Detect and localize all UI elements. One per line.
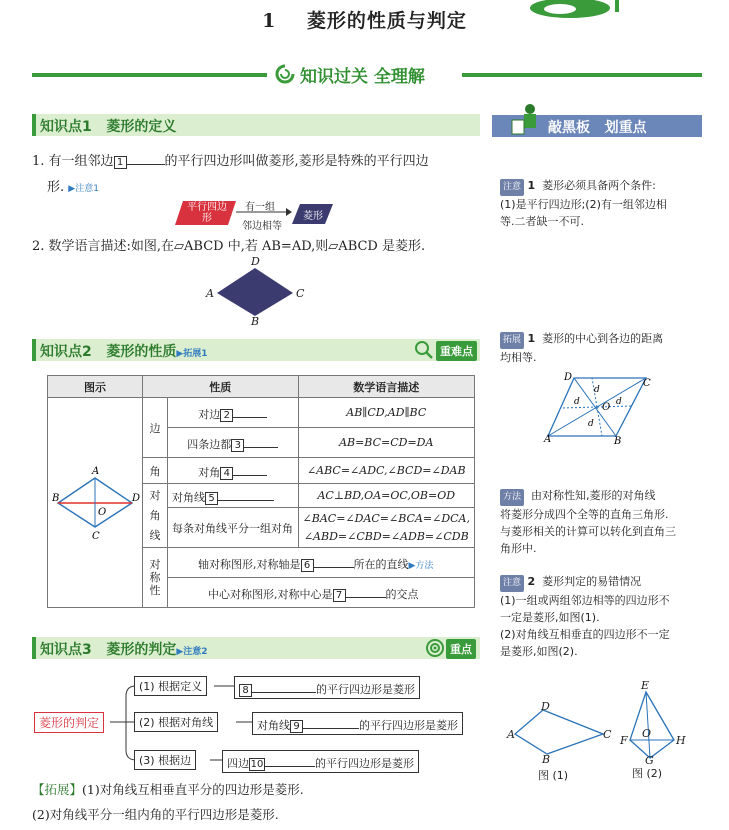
- answer-blank-9[interactable]: [303, 714, 359, 729]
- cat-angle: 角: [143, 458, 168, 484]
- svg-text:O: O: [602, 402, 611, 413]
- branch-definition: (1) 根据定义: [134, 676, 207, 696]
- svg-text:C: C: [643, 378, 651, 389]
- desc-opposite-angles: ∠ABC=∠ADC,∠BCD=∠DAB: [298, 458, 474, 484]
- answer-blank-8[interactable]: [252, 678, 316, 693]
- cat-diagonal: 对角线: [143, 484, 168, 548]
- prop-center-symmetry: 中心对称图形,对称中心是 7 的交点: [168, 578, 475, 608]
- svg-text:A: A: [92, 465, 100, 477]
- note-link-1[interactable]: ▶注意1: [68, 184, 99, 194]
- target-icon: [425, 638, 445, 658]
- flow-arrow-top: 有一组: [245, 202, 275, 213]
- sidebar-ext1: 拓展 1 菱形的中心到各边的距离 均相等.: [500, 332, 664, 364]
- header-decoration: [520, 0, 630, 22]
- branch-diagonal-text: 对角线 9 的平行四边形是菱形: [252, 712, 463, 735]
- branch-definition-text: 8 的平行四边形是菱形: [234, 676, 420, 699]
- banner-rule-left: [32, 73, 267, 77]
- figB-label-o: O: [642, 727, 652, 740]
- prop-diagonal-bisect: 每条对角线平分一组对角: [168, 508, 299, 548]
- desc-opposite-sides: AB∥CD,AD∥BC: [298, 398, 474, 428]
- figA-label-b: B: [542, 753, 551, 766]
- svg-text:B: B: [52, 492, 60, 504]
- refresh-icon: [274, 63, 296, 85]
- branch-side-text: 四边 10 的平行四边形是菱形: [222, 750, 419, 773]
- section2-title: 知识点2 菱形的性质▶拓展1: [40, 344, 208, 360]
- answer-blank-10[interactable]: [265, 752, 315, 767]
- sidebar-note1: 注意 1 菱形必须具备两个条件: (1)是平行四边形;(2)有一组邻边相 等.二者缺一不可.: [500, 179, 667, 228]
- section1-item1: 1. 有一组邻边 1 的平行四边形叫做菱形,菱形是特殊的平行四边: [32, 150, 477, 169]
- figA-label-a: A: [507, 728, 515, 741]
- sidebar-method: 方法 由对称性知,菱形的对角线 将菱形分成四个全等的直角三角形. 与菱形相关的计算可以转化到直角三 角形中.: [500, 489, 676, 555]
- svg-text:D: D: [564, 372, 573, 383]
- answer-blank-2[interactable]: [233, 403, 267, 418]
- cat-symmetry: 对称性: [143, 548, 168, 608]
- sidebar-figure-2: [620, 688, 690, 768]
- page-title: 1 菱形的性质与判定: [262, 10, 467, 32]
- flow-right-label: 菱形: [303, 211, 323, 222]
- note-link-ext1[interactable]: ▶拓展1: [176, 349, 208, 359]
- table-header-math: 数学语言描述: [298, 376, 474, 398]
- figB-caption: 图 (2): [632, 767, 663, 780]
- answer-blank-7[interactable]: [346, 583, 386, 598]
- badge-key: 重点: [446, 639, 476, 659]
- answer-blank-4[interactable]: [233, 461, 267, 476]
- sidebar-rhombus-distances: [540, 370, 660, 447]
- answer-blank-3[interactable]: [244, 433, 278, 448]
- svg-text:d: d: [574, 397, 580, 407]
- figB-label-f: F: [620, 734, 628, 747]
- svg-text:d: d: [588, 419, 594, 429]
- prop-diagonals: 对角线 5: [168, 484, 299, 508]
- sidebar-title: 敲黑板 划重点: [548, 120, 647, 136]
- prop-axis-symmetry: 轴对称图形,对称轴是 6 所在的直线▶方法: [168, 548, 475, 578]
- fig1-label-a: A: [206, 287, 214, 300]
- flow-arrow: [236, 208, 292, 216]
- svg-text:d: d: [616, 397, 622, 407]
- extension-2: (2)对角线平分一组内角的平行四边形是菱形.: [32, 807, 279, 822]
- answer-blank-1[interactable]: [127, 150, 165, 165]
- section1-item2: 2. 数学语言描述:如图,在▱ABCD 中,若 AB=AD,则▱ABCD 是菱形.: [32, 239, 426, 254]
- desc-four-sides: AB=BC=CD=DA: [298, 428, 474, 458]
- mindmap-root: 菱形的判定: [34, 712, 104, 733]
- answer-blank-5[interactable]: [218, 486, 274, 501]
- section1-title: 知识点1 菱形的定义: [40, 119, 177, 135]
- answer-blank-6[interactable]: [314, 553, 354, 568]
- properties-table: [47, 375, 475, 608]
- prop-opposite-angles: 对角 4: [168, 458, 299, 484]
- table-rhombus-figure: [52, 463, 141, 543]
- section3-title: 知识点3 菱形的判定▶注意2: [40, 642, 208, 658]
- figB-label-h: H: [676, 734, 686, 747]
- cat-side: 边: [143, 398, 168, 458]
- desc-diagonal-bisect: ∠BAC=∠DAC=∠BCA=∠DCA, ∠ABD=∠CBD=∠ADB=∠CDB: [298, 508, 474, 548]
- prop-opposite-sides: 对边 2: [168, 398, 299, 428]
- fig1-label-d: D: [251, 255, 260, 268]
- figA-caption: 图 (1): [538, 769, 569, 782]
- desc-diagonals: AC⊥BD,OA=OC,OB=OD: [298, 484, 474, 508]
- flow-arrow-bottom: 邻边相等: [242, 221, 282, 232]
- section1-item1-line2: 形. ▶注意1: [47, 180, 99, 195]
- sidebar-note2: 注意 2 菱形判定的易错情况 (1)一组或两组邻边相等的四边形不 一定是菱形,如图(1). (2)对角线互相垂直的四边形不一定 是菱形,如图(2).: [500, 575, 670, 658]
- note-link-method[interactable]: ▶方法: [408, 561, 434, 571]
- flow-left-label: 平行四边形: [187, 202, 227, 224]
- banner-title: 知识过关 全理解: [300, 67, 425, 87]
- prop-four-sides: 四条边都 3: [168, 428, 299, 458]
- note-link-2[interactable]: ▶注意2: [176, 647, 208, 657]
- svg-text:d: d: [594, 385, 600, 395]
- svg-text:D: D: [132, 492, 141, 504]
- figA-label-c: C: [603, 728, 612, 741]
- svg-text:B: B: [614, 436, 622, 447]
- badge-key-difficult: 重难点: [436, 341, 477, 361]
- magnifier-icon: [414, 340, 434, 360]
- extension-1: 【拓展】(1)对角线互相垂直平分的四边形是菱形.: [32, 782, 304, 797]
- svg-text:O: O: [98, 506, 107, 518]
- person-board-icon: [508, 100, 544, 136]
- svg-text:C: C: [92, 530, 100, 542]
- table-header-figure: 图示: [48, 376, 143, 398]
- fig1-label-c: C: [296, 287, 305, 300]
- figA-label-d: D: [541, 700, 550, 713]
- table-header-property: 性质: [143, 376, 299, 398]
- table-figure-cell: [48, 398, 143, 608]
- fig1-label-b: B: [251, 315, 260, 328]
- branch-diagonal: (2) 根据对角线: [134, 712, 218, 732]
- svg-text:A: A: [544, 434, 552, 445]
- sidebar-figure-1: [505, 698, 615, 768]
- figB-label-e: E: [641, 679, 650, 692]
- banner-rule-right: [462, 73, 702, 77]
- figB-label-g: G: [645, 754, 654, 767]
- branch-side: (3) 根据边: [134, 750, 196, 770]
